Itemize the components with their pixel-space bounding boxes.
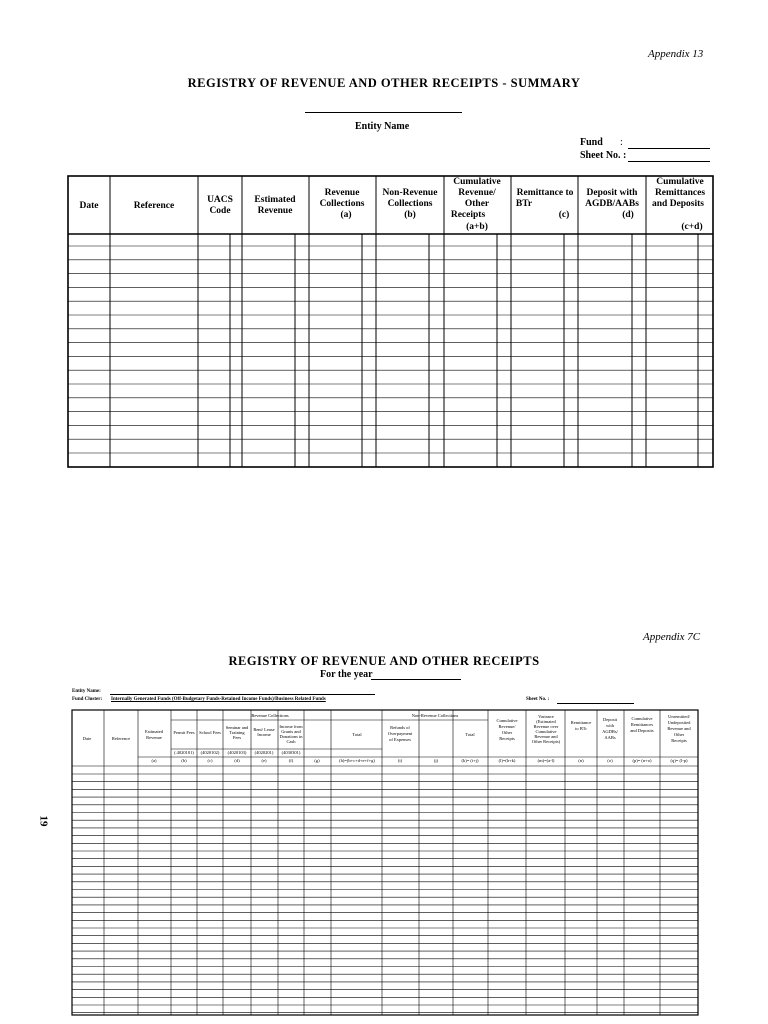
col-income-grants: Donations in bbox=[279, 734, 303, 739]
col-cumulative-2: Other bbox=[501, 730, 513, 735]
col-remittance: BTr bbox=[515, 199, 533, 209]
col-cumulative-2: Cumulative bbox=[496, 718, 518, 723]
col-letter: (a) bbox=[151, 758, 157, 763]
col-estimated-revenue: Revenue bbox=[257, 206, 293, 216]
col-letter: (g) bbox=[314, 758, 320, 763]
group-revenue-collections: Revenue Collections bbox=[251, 713, 289, 718]
col-deposit-2: AABs bbox=[604, 735, 616, 740]
col-unremitted: Other bbox=[673, 732, 685, 737]
col-permit-fees: Permit Fees bbox=[173, 730, 195, 735]
col-revenue-collections: (a) bbox=[340, 210, 352, 220]
col-letter: (k)= (i+j) bbox=[461, 758, 479, 763]
col-reference-2: Reference bbox=[111, 736, 131, 741]
account-code: (.4020101) bbox=[174, 750, 194, 755]
col-cumulative: Cumulative bbox=[453, 177, 501, 187]
account-code: (4030301) bbox=[281, 750, 301, 755]
col-cumulative-remittances: and Deposits bbox=[652, 199, 704, 209]
form-title: REGISTRY OF REVENUE AND OTHER RECEIPTS - SUMMARY bbox=[187, 76, 581, 90]
col-unremitted: Unremitted/ bbox=[668, 714, 690, 719]
col-unremitted: Revenue and bbox=[667, 726, 691, 731]
col-income-grants: Cash bbox=[286, 739, 296, 744]
appendix-label: Appendix 13 bbox=[648, 48, 704, 60]
sheet-label-2: Sheet No. : bbox=[526, 697, 550, 702]
col-date-2: Date bbox=[82, 736, 92, 741]
col-uacs: Code bbox=[209, 206, 231, 216]
col-unremitted: Undeposited bbox=[667, 720, 691, 725]
account-code: (4020103) bbox=[227, 750, 247, 755]
appendix-label-2: Appendix 7C bbox=[643, 631, 701, 643]
for-year-label: For the year bbox=[320, 669, 373, 680]
col-income-grants: Income from bbox=[279, 724, 303, 729]
col-letter: (h)=(b+c+d+e+f+g) bbox=[339, 758, 375, 763]
col-cumulative-remittances: Remittances bbox=[654, 188, 706, 198]
col-non-revenue: (b) bbox=[404, 210, 416, 220]
col-variance: Cumulative bbox=[535, 729, 557, 734]
col-total-non-revenue: Total bbox=[465, 732, 475, 737]
col-remittance: Remittance to bbox=[516, 188, 574, 198]
col-deposit: AGDB/AABs bbox=[585, 199, 639, 209]
col-refunds: Refunds of bbox=[390, 725, 410, 730]
fund-colon: : bbox=[620, 137, 623, 148]
col-cumulative-2: Receipts bbox=[499, 736, 515, 741]
col-revenue-collections: Collections bbox=[319, 199, 365, 209]
col-income-grants: Grants and bbox=[281, 729, 301, 734]
entity-name-label: Entity Name bbox=[355, 121, 410, 132]
col-letter: (b) bbox=[181, 758, 187, 763]
col-letter: (j) bbox=[433, 758, 439, 763]
col-rent-lease: Rent/ Lease bbox=[253, 727, 275, 732]
col-deposit-2: AGDBs/ bbox=[602, 729, 618, 734]
col-total-revenue: Total bbox=[352, 732, 362, 737]
page-number: 19 bbox=[37, 815, 50, 827]
col-letter: (i) bbox=[397, 758, 403, 763]
account-code: (4020201) bbox=[254, 750, 274, 755]
col-cumulative: Receipts bbox=[450, 210, 486, 220]
form-title-2: REGISTRY OF REVENUE AND OTHER RECEIPTS bbox=[228, 654, 540, 668]
col-estimated-revenue-2: Revenue bbox=[146, 735, 162, 740]
sheet-label: Sheet No. : bbox=[580, 150, 627, 161]
col-remittance: (c) bbox=[558, 210, 570, 220]
col-estimated-revenue-2: Estimated bbox=[145, 729, 163, 734]
col-refunds: of Expenses bbox=[389, 737, 411, 742]
col-cumulative-remittances-2: Remittances bbox=[630, 722, 654, 727]
col-letter: (c) bbox=[207, 758, 213, 763]
col-unremitted: Receipts bbox=[671, 738, 687, 743]
col-deposit-2: with bbox=[605, 723, 615, 728]
col-deposit-2: Deposit bbox=[603, 717, 617, 722]
col-deposit: (d) bbox=[622, 210, 634, 220]
account-code: (4020102) bbox=[200, 750, 220, 755]
col-non-revenue: Collections bbox=[387, 199, 433, 209]
col-letter: (m)=(a-l) bbox=[537, 758, 555, 763]
col-uacs: UACS bbox=[207, 195, 233, 205]
col-cumulative-remittances-2: Cumulative bbox=[631, 716, 653, 721]
col-letter: (d) bbox=[234, 758, 240, 763]
col-cumulative: Revenue/ bbox=[458, 188, 496, 198]
col-variance: Variance bbox=[538, 714, 554, 719]
col-remittance-2: to BTr bbox=[575, 726, 587, 731]
col-letter: (q)= (l-p) bbox=[670, 758, 688, 763]
fund-cluster-label: Fund Cluster: bbox=[72, 697, 103, 702]
col-cumulative: Other bbox=[464, 199, 490, 209]
col-rent-lease: Income bbox=[257, 732, 271, 737]
entity-name-label-2: Entity Name: bbox=[72, 689, 101, 694]
col-seminar-fees: Training bbox=[229, 730, 245, 735]
col-seminar-fees: Fees bbox=[232, 735, 242, 740]
col-letter: (o) bbox=[607, 758, 613, 763]
col-letter: (l)=(h+k) bbox=[498, 758, 516, 763]
col-refunds: Overpayment bbox=[387, 731, 413, 736]
col-letter: (e) bbox=[261, 758, 267, 763]
col-variance: (Estimated bbox=[536, 719, 556, 724]
col-cumulative-remittances-2: and Deposits bbox=[630, 728, 654, 733]
col-estimated-revenue: Estimated bbox=[254, 195, 296, 205]
col-revenue-collections: Revenue bbox=[324, 188, 360, 198]
col-letter: (f) bbox=[288, 758, 294, 763]
fund-cluster-value: Internally Generated Funds (Off-Budgetary Funds-Retained Income Funds)/Business Related Funds bbox=[111, 697, 326, 702]
col-cumulative-remittances: Cumulative bbox=[656, 177, 704, 187]
col-cumulative-remittances: (c+d) bbox=[681, 222, 703, 232]
col-seminar-fees: Seminar and bbox=[225, 725, 249, 730]
col-reference: Reference bbox=[133, 201, 175, 211]
col-variance: Revenue over bbox=[533, 724, 559, 729]
col-remittance-2: Remittance bbox=[570, 720, 592, 725]
col-school-fees: School Fees bbox=[199, 730, 221, 735]
group-non-revenue-collections: Non-Revenue Collections bbox=[411, 713, 459, 718]
col-letter: (p)= (n+o) bbox=[632, 758, 652, 763]
col-cumulative: (a+b) bbox=[466, 222, 488, 232]
col-cumulative-2: Revenue/ bbox=[498, 724, 516, 729]
col-deposit: Deposit with bbox=[586, 188, 638, 198]
fund-label: Fund bbox=[580, 137, 603, 148]
col-variance: Other Receipts) bbox=[531, 739, 561, 744]
col-letter: (n) bbox=[578, 758, 584, 763]
col-date: Date bbox=[79, 201, 99, 211]
col-variance: Revenue and bbox=[534, 734, 558, 739]
col-non-revenue: Non-Revenue bbox=[382, 188, 438, 198]
